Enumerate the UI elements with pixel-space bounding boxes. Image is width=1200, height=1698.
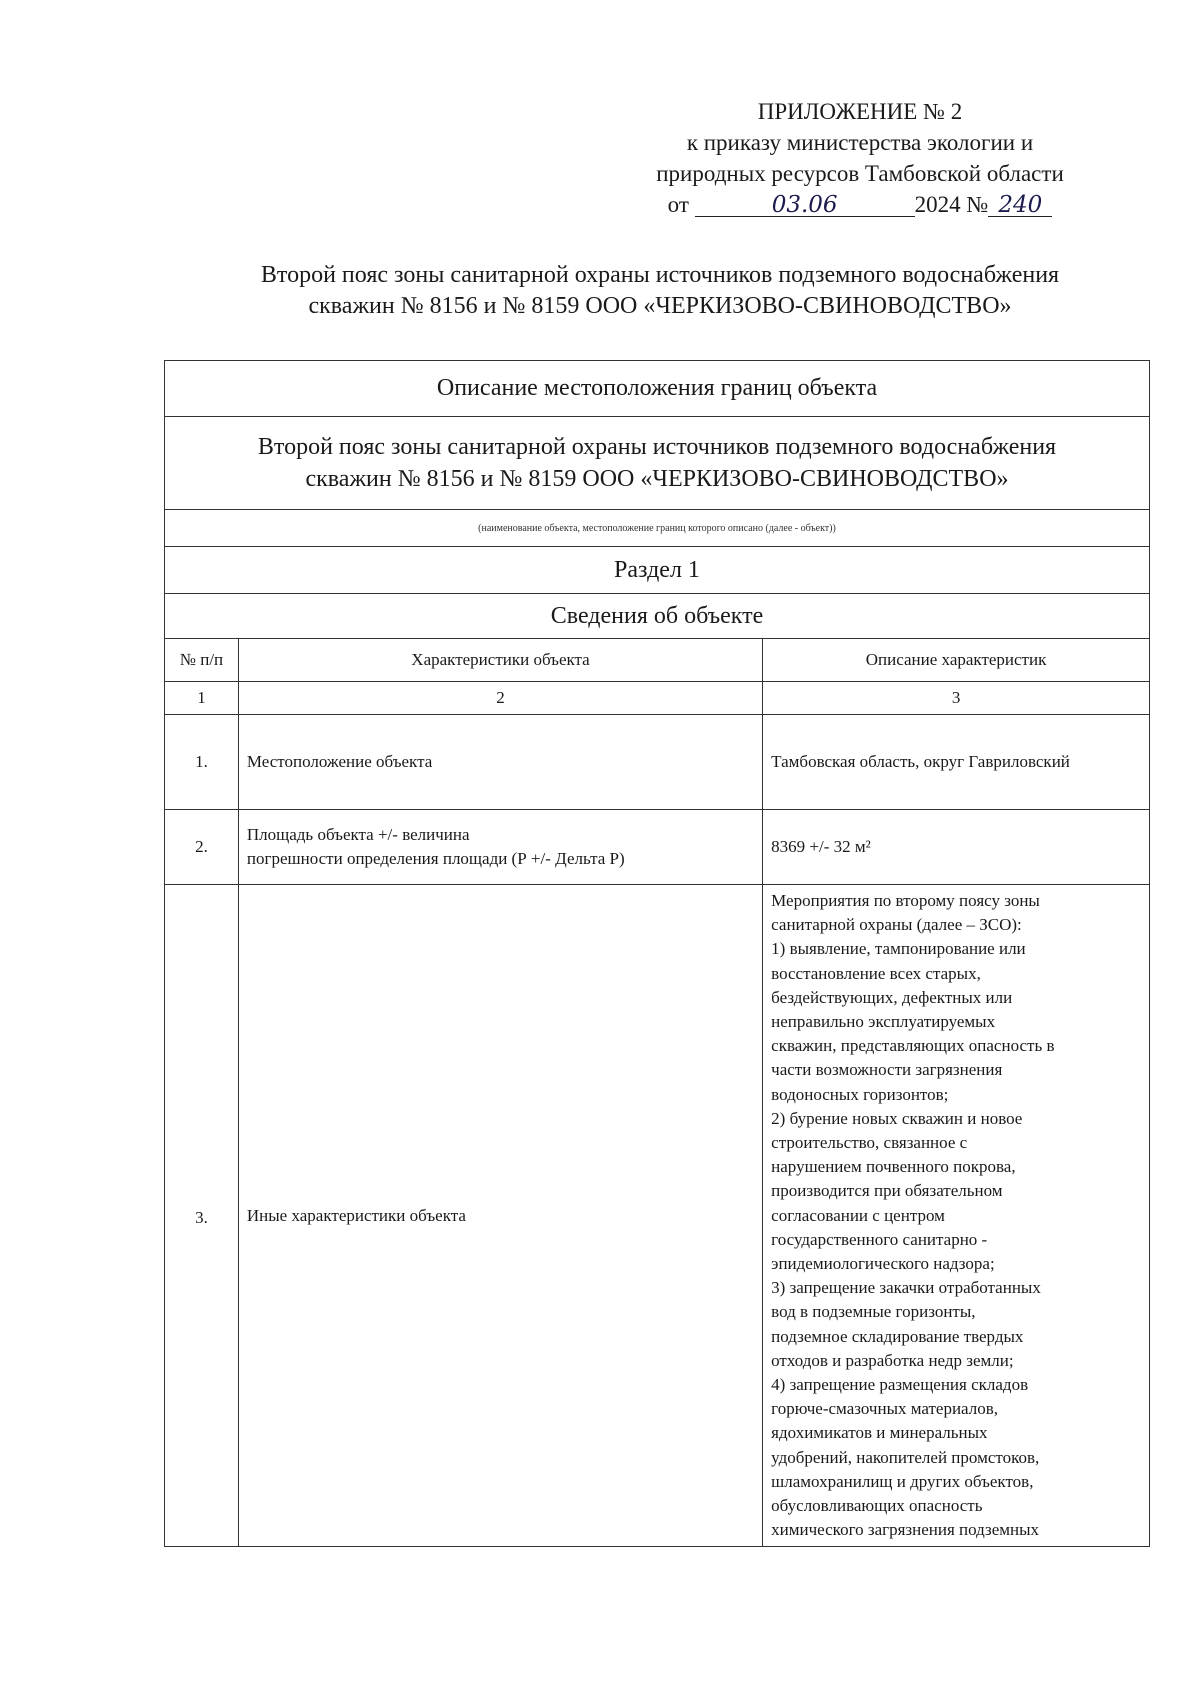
object-boundary-table <box>164 360 1150 1547</box>
section-title: Сведения об объекте <box>165 594 1150 639</box>
description-line: вод в подземные горизонты, <box>771 1302 976 1322</box>
date-prefix: от <box>667 192 689 217</box>
description-line: согласовании с центром <box>771 1205 945 1225</box>
row-number: 1. <box>165 715 239 810</box>
row-number: 3. <box>165 885 239 1547</box>
col-number-3: 3 <box>763 682 1150 715</box>
col-header-number: № п/п <box>165 639 239 682</box>
handwritten-number: 240 <box>998 192 1043 218</box>
description-line: химического загрязнения подземных <box>771 1520 1040 1540</box>
description-line: 4) запрещение размещения складов <box>771 1375 1029 1395</box>
description-line: части возможности загрязнения <box>771 1060 1003 1080</box>
section-label: Раздел 1 <box>165 547 1150 594</box>
object-name-note: (наименование объекта, местоположение границ которого описано (далее - объект)) <box>165 510 1150 547</box>
row-characteristic: Местоположение объекта <box>238 715 762 810</box>
description-line: санитарной охраны (далее – ЗСО): <box>771 915 1022 935</box>
description-line: водоносных горизонтов; <box>771 1084 949 1104</box>
description-line: эпидемиологического надзора; <box>771 1254 995 1274</box>
description-line: скважин, представляющих опасность в <box>771 1036 1055 1056</box>
description-line: нарушением почвенного покрова, <box>771 1157 1016 1177</box>
description-line: подземное складирование твердых <box>771 1326 1024 1346</box>
row-characteristic-line1: Площадь объекта +/- величина <box>246 825 470 844</box>
row-characteristic <box>238 810 762 885</box>
description-line: бездействующих, дефектных или <box>771 987 1013 1007</box>
year-text: 2024 № <box>914 192 989 217</box>
description-line: строительство, связанное с <box>771 1133 968 1153</box>
col-header-characteristics: Характеристики объекта <box>238 639 762 682</box>
table-header: Описание местоположения границ объекта <box>165 361 1150 417</box>
object-name-line1: Второй пояс зоны санитарной охраны источников подземного водоснабжения <box>257 434 1057 460</box>
appendix-header <box>560 96 1160 220</box>
description-line: удобрений, накопителей промстоков, <box>771 1447 1040 1467</box>
description-line: производится при обязательном <box>771 1181 1003 1201</box>
description-line: неправильно эксплуатируемых <box>771 1012 996 1032</box>
appendix-order-ref: к приказу министерства экологии и <box>686 130 1034 155</box>
description-line: шламохранилищ и других объектов, <box>771 1471 1034 1491</box>
object-name <box>165 417 1150 510</box>
col-header-description: Описание характеристик <box>763 639 1150 682</box>
row-number: 2. <box>165 810 239 885</box>
row-characteristic: Иные характеристики объекта <box>238 885 762 1547</box>
appendix-title: ПРИЛОЖЕНИЕ № 2 <box>757 99 963 124</box>
description-line: горюче-смазочных материалов, <box>771 1399 999 1419</box>
document-title <box>170 260 1150 322</box>
description-line: 3) запрещение закачки отработанных <box>771 1278 1041 1298</box>
description-line: Мероприятия по второму поясу зоны <box>771 891 1040 910</box>
row-description: 8369 +/- 32 м² <box>763 810 1150 885</box>
appendix-date-line <box>560 189 1160 220</box>
description-line: 2) бурение новых скважин и новое <box>771 1108 1023 1128</box>
table-row <box>165 810 1150 885</box>
description-line: ядохимикатов и минеральных <box>771 1423 988 1443</box>
description-line: восстановление всех старых, <box>771 963 981 983</box>
table-row <box>165 715 1150 810</box>
appendix-ministry: природных ресурсов Тамбовской области <box>656 161 1064 186</box>
col-number-2: 2 <box>238 682 762 715</box>
description-line: государственного санитарно - <box>771 1229 988 1249</box>
description-line: 1) выявление, тампонирование или <box>771 939 1026 959</box>
col-number-1: 1 <box>165 682 239 715</box>
description-line: обусловливающих опасность <box>771 1496 983 1516</box>
object-name-line2: скважин № 8156 и № 8159 ООО «ЧЕРКИЗОВО-СВИНОВОДСТВО» <box>305 466 1009 492</box>
handwritten-date: 03.06 <box>771 192 838 218</box>
row-characteristic-line2: погрешности определения площади (Р +/- Дельта Р) <box>246 849 625 868</box>
measures-description <box>771 889 1141 1542</box>
document-title-line1: Второй пояс зоны санитарной охраны источников подземного водоснабжения <box>260 262 1060 288</box>
table-row <box>165 885 1150 1547</box>
description-line: отходов и разработка недр земли; <box>771 1350 1014 1370</box>
row-description <box>763 885 1150 1547</box>
row-description: Тамбовская область, округ Гавриловский <box>763 715 1150 810</box>
document-title-line2: скважин № 8156 и № 8159 ООО «ЧЕРКИЗОВО-СВИНОВОДСТВО» <box>308 293 1012 319</box>
